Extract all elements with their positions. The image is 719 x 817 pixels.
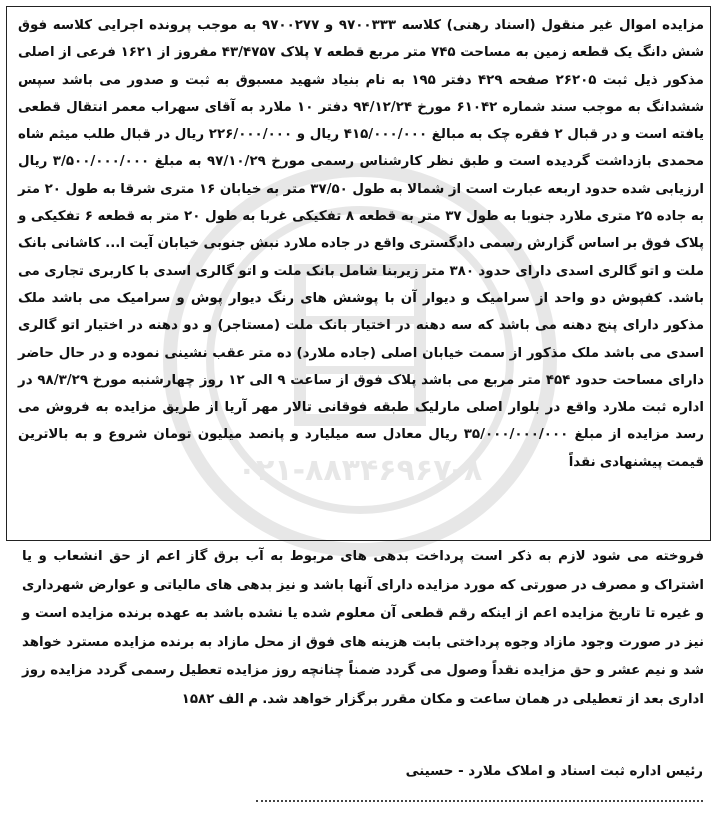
watermark-phone: ۰۲۱-۸۸۳۴۶۹۶۷-۸: [237, 453, 483, 488]
footer-dotted-rule: [256, 800, 703, 802]
notice-title: مزایده اموال غیر منقول (اسناد رهنی) کلاسه ۹۷۰۰۳۳۳ و ۹۷۰۰۲۷۷: [262, 18, 704, 33]
notice-continuation: فروخته می شود لازم به ذکر است پرداخت بدهی های مربوط به آب برق گاز اعم از حق انشعاب و یا اشتراک و مصرف در صورتی که مورد مزایده دارای آنها باشد و نیز بدهی های مالیاتی و عوارض شهرداری و غیره تا تاریخ مزایده اعم از اینکه رقم قطعی آن معلوم شده یا نشده باشد به عهده برنده مزایده است و نیز در صورت وجود مازاد وجوه پرداختی بابت هزینه های فوق از محل مازاد به برنده مزایده مسترد خواهد شد و نیم عشر و حق مزایده نقداً وصول می گردد ضمناً چنانچه روز مزایده تعطیل رسمی گردد مزایده روز اداری بعد از تعطیلی در همان ساعت و مکان مقرر برگزار خواهد شد. م الف ۱۵۸۲: [22, 549, 704, 707]
notice-main-text: [18, 12, 704, 476]
notice-body: به موجب پرونده اجرایی کلاسه فوق شش دانگ یک قطعه زمین به مساحت ۷۴۵ متر مربع قطعه ۷ پلاک ۴۳/۴۷۵۷ مفروز از ۱۶۲۱ فرعی از اصلی مذکور ذیل ثبت ۲۶۲۰۵ صفحه ۴۲۹ دفتر ۱۹۵ به نام بنیاد شهید مسبوق به ثبت و صدور می باشد سپس ششدانگ به موجب سند شماره ۶۱۰۴۲ مورخ ۹۴/۱۲/۲۴ دفتر ۱۰ ملارد به آقای سهراب معمر انتقال قطعی یافته است و در قبال ۲ فقره چک به مبالغ ۴۱۵/۰۰۰/۰۰۰ ریال و ۲۲۶/۰۰۰/۰۰۰ ریال در قبال طلب میثم شاه محمدی بازداشت گردیده است و طبق نظر کارشناس رسمی مورخ ۹۷/۱۰/۲۹ به مبلغ ۳/۵۰۰/۰۰۰/۰۰۰ ریال ارزیابی شده حدود اربعه عبارت است از شمالا به طول ۳۷/۵۰ متر به خیابان ۱۶ متری شرقا به طول ۲۰ متر به جاده ۲۵ متری ملارد جنوبا به طول ۳۷ متر به قطعه ۸ تفکیکی غربا به طول ۲۰ متر به قطعه ۶ تفکیکی و پلاک فوق بر اساس گزارش رسمی دادگستری واقع در جاده ملارد نبش جنوبی خیابان آیت ا... کاشانی بانک ملت و اتو گالری اسدی دارای حدود ۳۸۰ متر زیربنا شامل بانک ملت و اتو گالری اسدی با کاربری تجاری می باشد. کفپوش دو واحد از سرامیک و دیوار آن با پوشش های رنگ دیوار پوش و سرامیک می باشد ملک مذکور دارای پنج دهنه می باشد که سه دهنه در اختیار بانک ملت (مستاجر) و دو دهنه در اختیار اتو گالری اسدی می باشد ملک مذکور از سمت خیابان اصلی (جاده ملارد) ده متر عقب نشینی نموده و در حال حاضر دارای مساحت حدود ۴۵۴ متر مربع می باشد پلاک فوق از ساعت ۹ الی ۱۲ روز چهارشنبه مورخ ۹۸/۳/۲۹ در اداره ثبت ملارد واقع در بلوار اصلی مارلیک طبقه فوقانی تالار مهر آریا از طریق مزایده به فروش می رسد مزایده از مبلغ ۳۵/۰۰۰/۰۰۰/۰۰۰ ریال معادل سه میلیارد و پانصد میلیون تومان شروع و به بالاترین قیمت پیشنهادی نقداً: [18, 18, 705, 470]
notice-signature: رئیس اداره ثبت اسناد و املاک ملارد - حسینی: [405, 764, 703, 779]
